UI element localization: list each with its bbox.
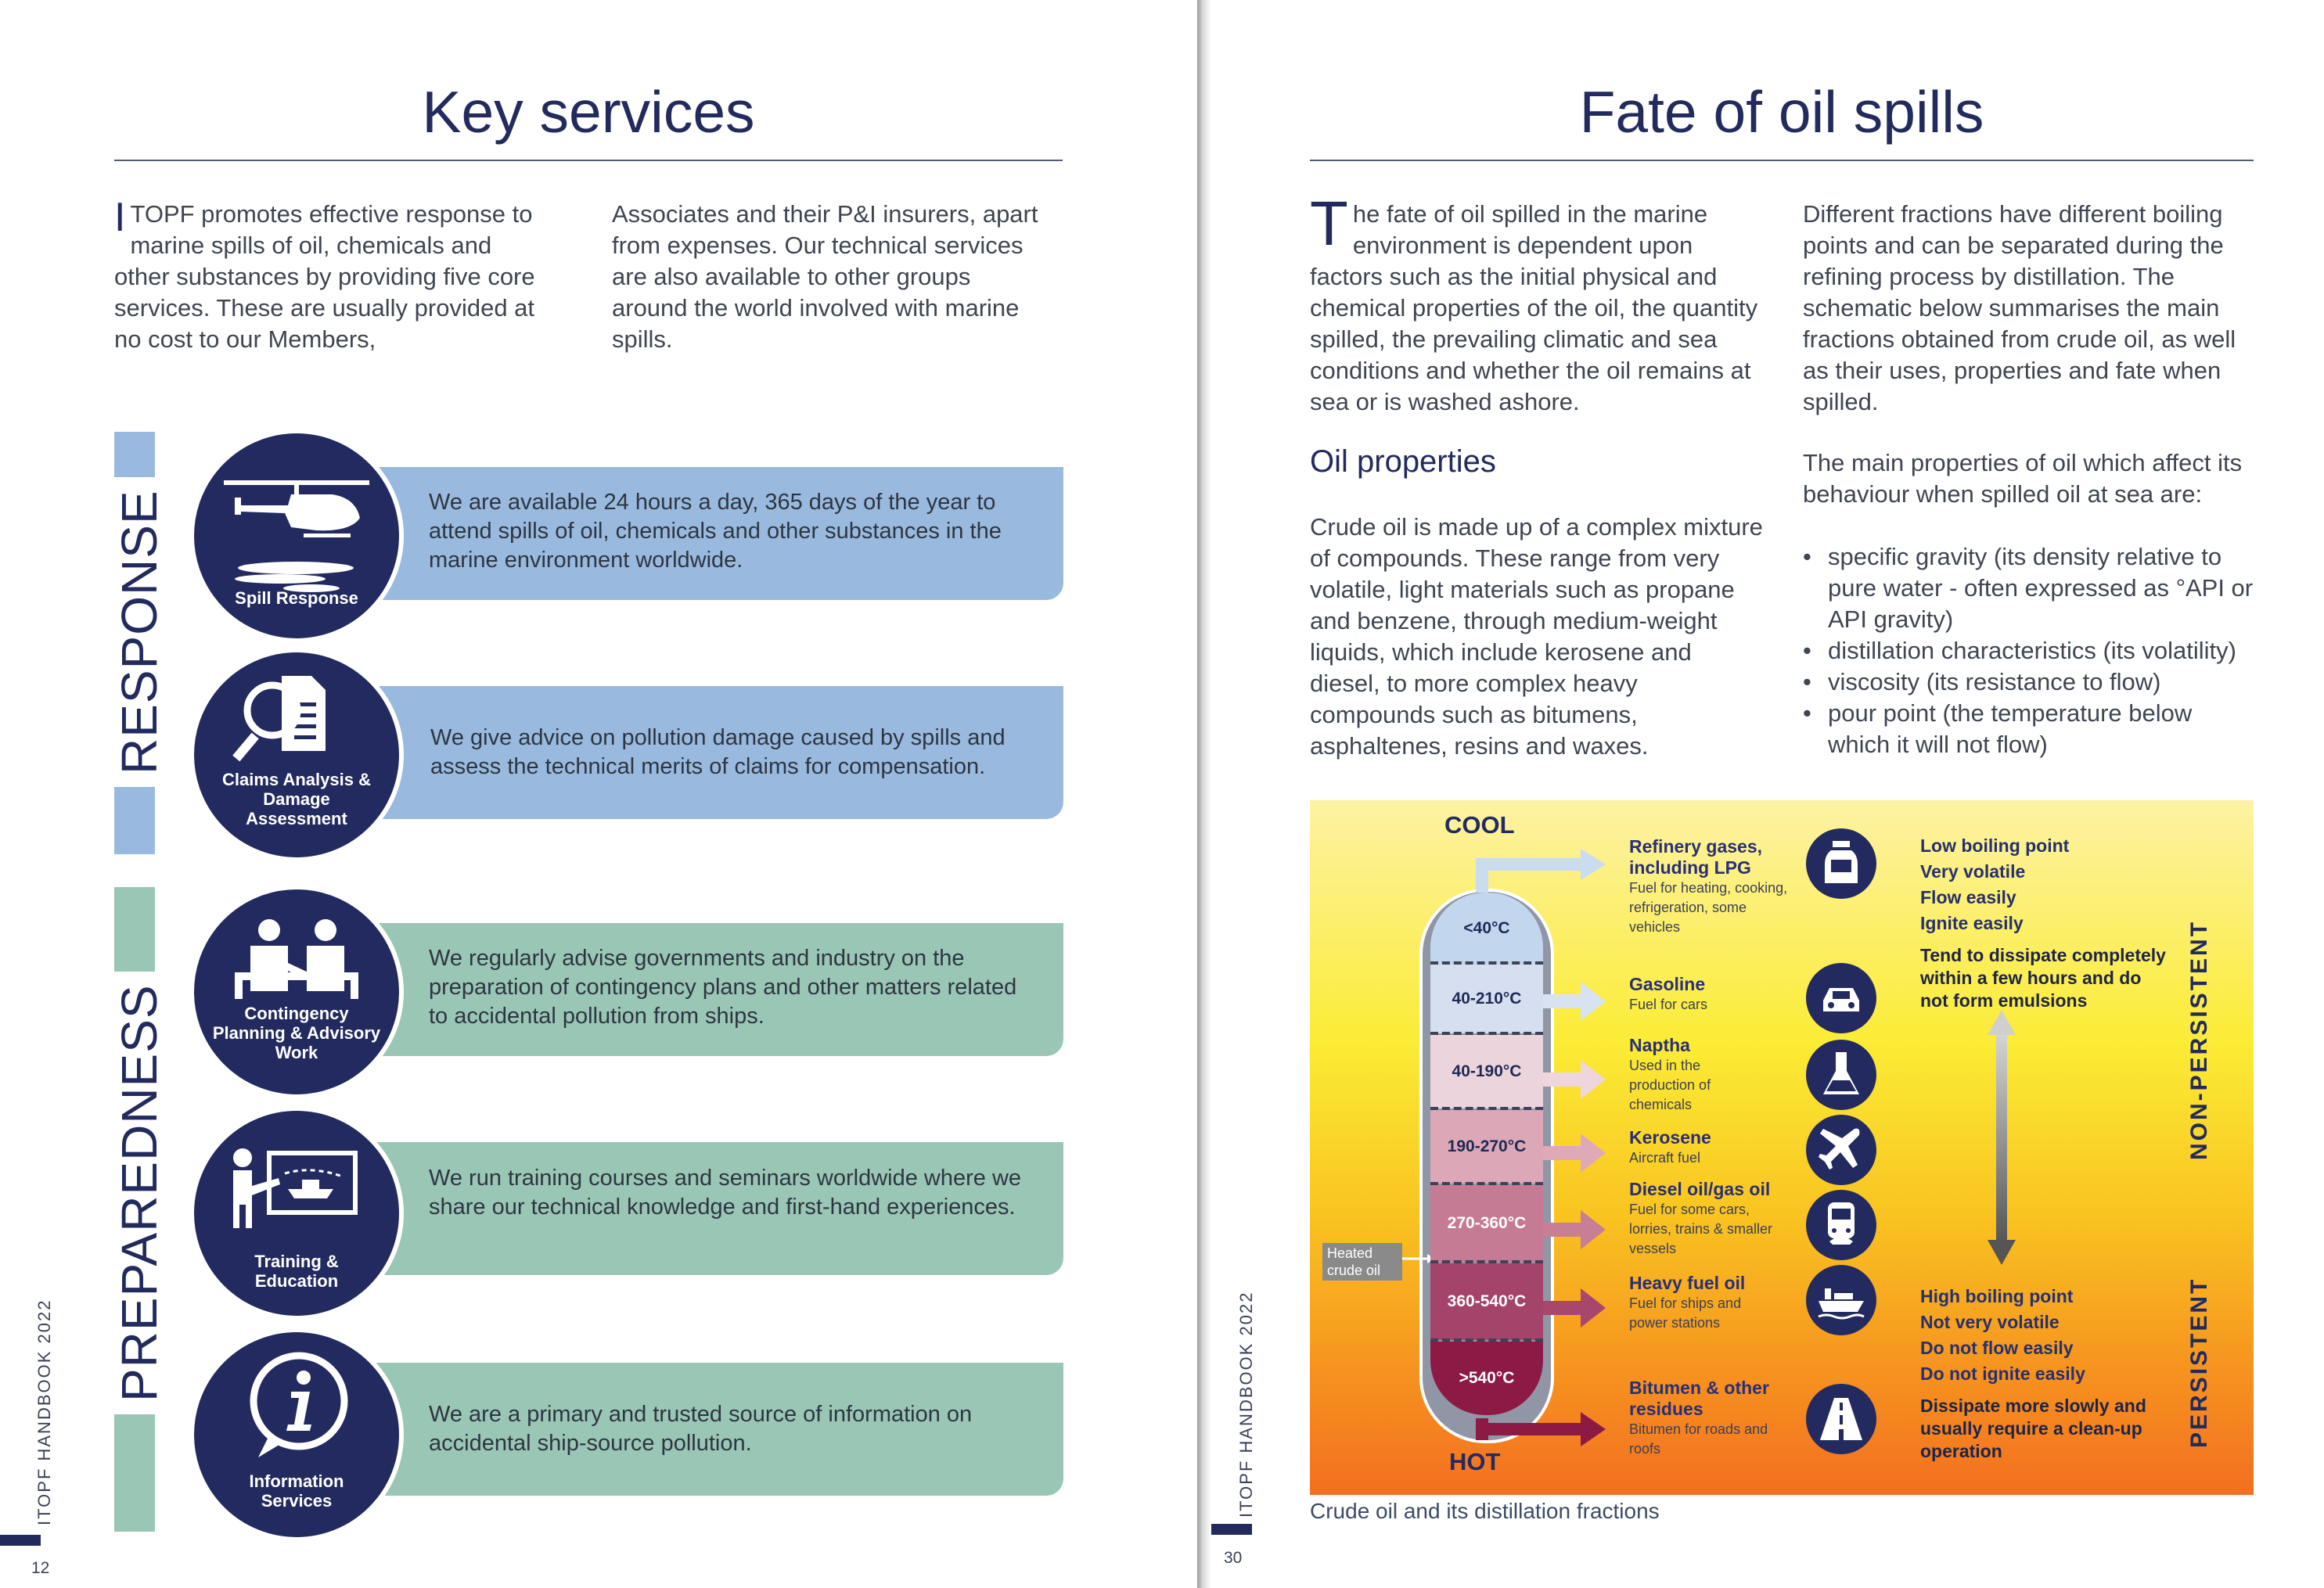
car-icon xyxy=(1806,963,1876,1033)
title-rule xyxy=(114,160,1063,161)
intro-column-2: Associates and their P&I insurers, apart from expenses. Our technical services are also available to other groups around the world involved with marine spills. xyxy=(612,200,1038,353)
fraction-temp: 270-360°C xyxy=(1430,1185,1543,1262)
property-line: Not very volatile xyxy=(1920,1312,2060,1332)
book-gutter xyxy=(1197,0,1211,1588)
heated-crude-label: Heated crude oil xyxy=(1322,1243,1402,1281)
property-line: Ignite easily xyxy=(1920,913,2024,933)
fraction-use: Bitumen for roads and roofs xyxy=(1629,1421,1768,1457)
page-number: 12 xyxy=(31,1559,50,1577)
service-label: Training & Education xyxy=(254,1252,339,1291)
service-label: Claims Analysis & Damage Assessment xyxy=(222,770,371,828)
fraction-use: Fuel for some cars, lorries, trains & smaller vessels xyxy=(1629,1202,1773,1256)
page-number-bar xyxy=(0,1535,41,1546)
fraction-temp: 40-210°C xyxy=(1430,965,1543,1033)
distillation-diagram xyxy=(1310,800,2254,1495)
service-label: Spill Response xyxy=(235,588,358,608)
property-line: Flow easily xyxy=(1920,887,2016,907)
low-boiling-properties xyxy=(1920,833,2139,936)
list-intro: The main properties of oil which affect its behaviour when spilled oil at sea are: xyxy=(1803,449,2243,508)
persistent-label: PERSISTENT xyxy=(2186,1277,2212,1448)
response-label: RESPONSE xyxy=(110,477,168,787)
list-item: • distillation characteristics (its volatility) xyxy=(1803,637,2236,664)
cool-label: COOL xyxy=(1444,811,1515,839)
fraction-temp: 360-540°C xyxy=(1430,1263,1543,1340)
property-list xyxy=(1803,541,2257,760)
intro-column-1: ITOPF promotes effective response to marine spills of oil, chemicals and other substances by providing five core services. These are usually provided at no cost to our Members, xyxy=(114,195,535,353)
fraction-use: Aircraft fuel xyxy=(1629,1150,1701,1166)
property-line: High boiling point xyxy=(1920,1286,2074,1306)
page-number-bar xyxy=(1211,1524,1252,1535)
diagram-caption: Crude oil and its distillation fractions xyxy=(1310,1499,1660,1523)
high-boiling-properties xyxy=(1920,1284,2139,1387)
service-circle-spill-response xyxy=(189,429,404,643)
handbook-side-label: ITOPF HANDBOOK 2022 xyxy=(1236,1291,1256,1518)
list-item: • viscosity (its resistance to flow) xyxy=(1803,668,2161,695)
fraction-name: Kerosene Aircraft fuel xyxy=(1629,1127,1793,1168)
ship-icon xyxy=(1806,1265,1876,1335)
property-line: Do not flow easily xyxy=(1920,1338,2074,1358)
fraction-name: Diesel oil/gas oil Fuel for some cars, lorries, trains & smaller vessels xyxy=(1629,1179,1786,1259)
intro-column-1: The fate of oil spilled in the marine environment is dependent upon factors such as the initial physical and chemical properties of the oil, the quantity spilled, the prevailing climatic and sea conditions and whether the oil remains at sea or is washed ashore. xyxy=(1310,189,1758,415)
list-item: • pour point (the temperature below which it will not flow) xyxy=(1803,699,2193,758)
body-column-1: Crude oil is made up of a complex mixture of compounds. These range from very volatile, light materials such as propane and benzene, through medium-weight liquids, which include kerosene and diesel, to more complex heavy compounds such as bitumens, asphaltenes, resins and waxes. xyxy=(1310,513,1763,760)
aircraft-icon xyxy=(1806,1115,1876,1185)
page-title: Fate of oil spills xyxy=(1579,79,1984,145)
preparedness-label: PREPAREDNESS xyxy=(110,972,168,1414)
page-number: 30 xyxy=(1224,1549,1243,1567)
fraction-temp: >540°C xyxy=(1430,1342,1543,1415)
service-circle-claims xyxy=(189,648,404,862)
road-icon xyxy=(1806,1384,1876,1454)
fraction-temp: 190-270°C xyxy=(1430,1110,1543,1184)
fraction-name: Heavy fuel oil Fuel for ships and power stations xyxy=(1629,1273,1770,1333)
fraction-use: Fuel for ships and power stations xyxy=(1629,1295,1742,1331)
service-text: We are available 24 hours a day, 365 days of the year to attend spills of oil, chemicals and other substances in the marine environment worldwide. xyxy=(429,490,1002,573)
property-line: Low boiling point xyxy=(1920,835,2070,856)
low-boiling-fate: Tend to dissipate completely within a few hours and do not form emulsions xyxy=(1920,945,2166,1011)
hot-label: HOT xyxy=(1449,1448,1501,1475)
train-icon xyxy=(1806,1190,1876,1260)
high-boiling-fate: Dissipate more slowly and usually require a clean-up operation xyxy=(1920,1396,2146,1461)
fraction-use: Used in the production of chemicals xyxy=(1629,1058,1711,1112)
intro-column-2: Different fractions have different boiling points and can be separated during the refining process by distillation. The schematic below summarises the main fractions obtained from crude oil, as well as their uses, properties and fate when spilled. xyxy=(1803,200,2236,415)
fraction-name: Refinery gases, including LPG Fuel for heating, cooking, refrigeration, some vehicles xyxy=(1629,836,1793,937)
fraction-use: Fuel for heating, cooking, refrigeration, some vehicles xyxy=(1629,880,1788,935)
property-line: Do not ignite easily xyxy=(1920,1363,2085,1384)
service-circle-training xyxy=(189,1106,404,1320)
fraction-use: Fuel for cars xyxy=(1629,997,1708,1012)
fraction-temp: 40-190°C xyxy=(1430,1035,1543,1108)
service-label: Contingency Planning & Advisory Work xyxy=(212,1004,381,1062)
fraction-name: Naptha Used in the production of chemicals xyxy=(1629,1035,1747,1115)
meeting-icon xyxy=(194,889,399,1094)
flask-icon xyxy=(1806,1040,1876,1110)
page-title: Key services xyxy=(422,79,755,145)
service-label: Information Services xyxy=(249,1471,344,1511)
service-text: We give advice on pollution damage caused by spills and assess the technical merits of claims for compensation. xyxy=(430,725,1006,779)
service-text: We are a primary and trusted source of information on accidental ship-source pollution. xyxy=(429,1402,973,1456)
drop-cap: I xyxy=(114,195,126,240)
service-text: We run training courses and seminars worldwide where we share our technical knowledge and first-hand experiences. xyxy=(429,1166,1022,1220)
fraction-temp: <40°C xyxy=(1430,893,1543,965)
service-text: We regularly advise governments and industry on the preparation of contingency plans and other matters related to accidental pollution from ships. xyxy=(429,946,1017,1029)
subheading: Oil properties xyxy=(1310,444,1496,479)
right-page xyxy=(1211,0,2324,1588)
drop-cap: T xyxy=(1310,189,1348,258)
handbook-side-label: ITOPF HANDBOOK 2022 xyxy=(34,1299,54,1525)
non-persistent-label: NON-PERSISTENT xyxy=(2186,919,2212,1160)
title-rule xyxy=(1310,160,2254,161)
service-circle-contingency xyxy=(189,885,404,1099)
gas-cylinder-icon xyxy=(1806,828,1876,899)
service-circle-information xyxy=(189,1328,404,1542)
fraction-name: Bitumen & other residues Bitumen for roads and roofs xyxy=(1629,1378,1770,1459)
property-line: Very volatile xyxy=(1920,861,2026,882)
list-item: • specific gravity (its density relative to pure water - often expressed as °API or API gravity) xyxy=(1803,543,2254,633)
fraction-name: Gasoline Fuel for cars xyxy=(1629,974,1793,1015)
